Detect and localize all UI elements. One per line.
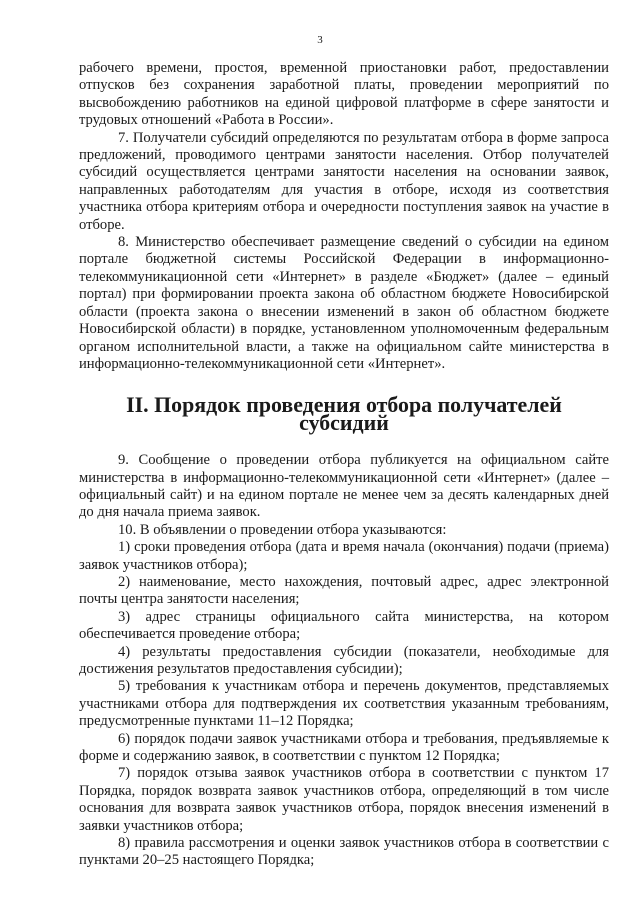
list-item-1: 1) сроки проведения отбора (дата и время начала (окончания) подачи (приема) заявок участников отбора); <box>79 539 609 573</box>
list-item-2: 2) наименование, место нахождения, почтовый адрес, адрес электронной почты центра занятости населения; <box>79 573 609 608</box>
list-item-7: 7) порядок отзыва заявок участников отбора в соответствии с пунктом 17 Порядка, порядок возврата заявок участников отбора, определяющий в том числе основания для возврата заявок участников отбора, порядок внесения изменений в заявки участников отбора; <box>79 765 609 834</box>
paragraph-8: 8. Министерство обеспечивает размещение сведений о субсидии на едином портале бюджетной системы Российской Федерации в информационно-телекоммуникационной сети «Интернет» в разделе «Бюджет» (далее – единый портал) при формировании проекта закона об областном бюджете Новосибирской области (проекта закона о внесении изменений в закон об областном бюджете Новосибирской области) в порядке, установленном уполномоченным федеральным органом исполнительной власти, а также на официальном сайте министерства в информационно-телекоммуникационной сети «Интернет». <box>79 234 609 372</box>
paragraph-9: 9. Сообщение о проведении отбора публикуется на официальном сайте министерства в информационно-телекоммуникационной сети «Интернет» (далее – официальный сайт) и на едином портале не менее чем за десять календарных дней до дня начала приема заявок. <box>79 452 609 521</box>
paragraph-continuation: рабочего времени, простоя, временной приостановки работ, предоставлении отпусков без сохранения заработной платы, проведении мероприятий по высвобождению работников на единой цифровой платформе в сфере занятости и трудовых отношений «Работа в России». <box>79 60 609 129</box>
list-item-6: 6) порядок подачи заявок участниками отбора и требования, предъявляемые к форме и содержанию заявок, в соответствии с пунктом 12 Порядка; <box>79 730 609 765</box>
list-item-5: 5) требования к участникам отбора и перечень документов, представляемых участниками отбора для подтверждения их соответствия указанным требованиям, предусмотренные пунктами 11–12 Порядка; <box>79 678 609 730</box>
page-number: 3 <box>317 34 323 46</box>
list-item-4: 4) результаты предоставления субсидии (показатели, необходимые для достижения результатов предоставления субсидии); <box>79 643 609 677</box>
list-item-8: 8) правила рассмотрения и оценки заявок участников отбора в соответствии с пунктами 20–25 настоящего Порядка; <box>79 835 609 869</box>
section-heading: II. Порядок проведения отбора получателей субсидий <box>126 392 562 435</box>
list-item-3: 3) адрес страницы официального сайта министерства, на котором обеспечивается проведение отбора; <box>79 608 609 643</box>
paragraph-10: 10. В объявлении о проведении отбора указываются: <box>118 521 447 538</box>
paragraph-7: 7. Получатели субсидий определяются по результатам отбора в форме запроса предложений, проводимого центрами занятости населения. Отбор получателей субсидий осуществляется центрами занятости населения на основании заявок, направленных работодателям для участия в отборе, исходя из соответствия участника отбора критериям отбора и очередности поступления заявок на участие в отборе. <box>79 129 609 233</box>
document-body <box>79 60 609 870</box>
